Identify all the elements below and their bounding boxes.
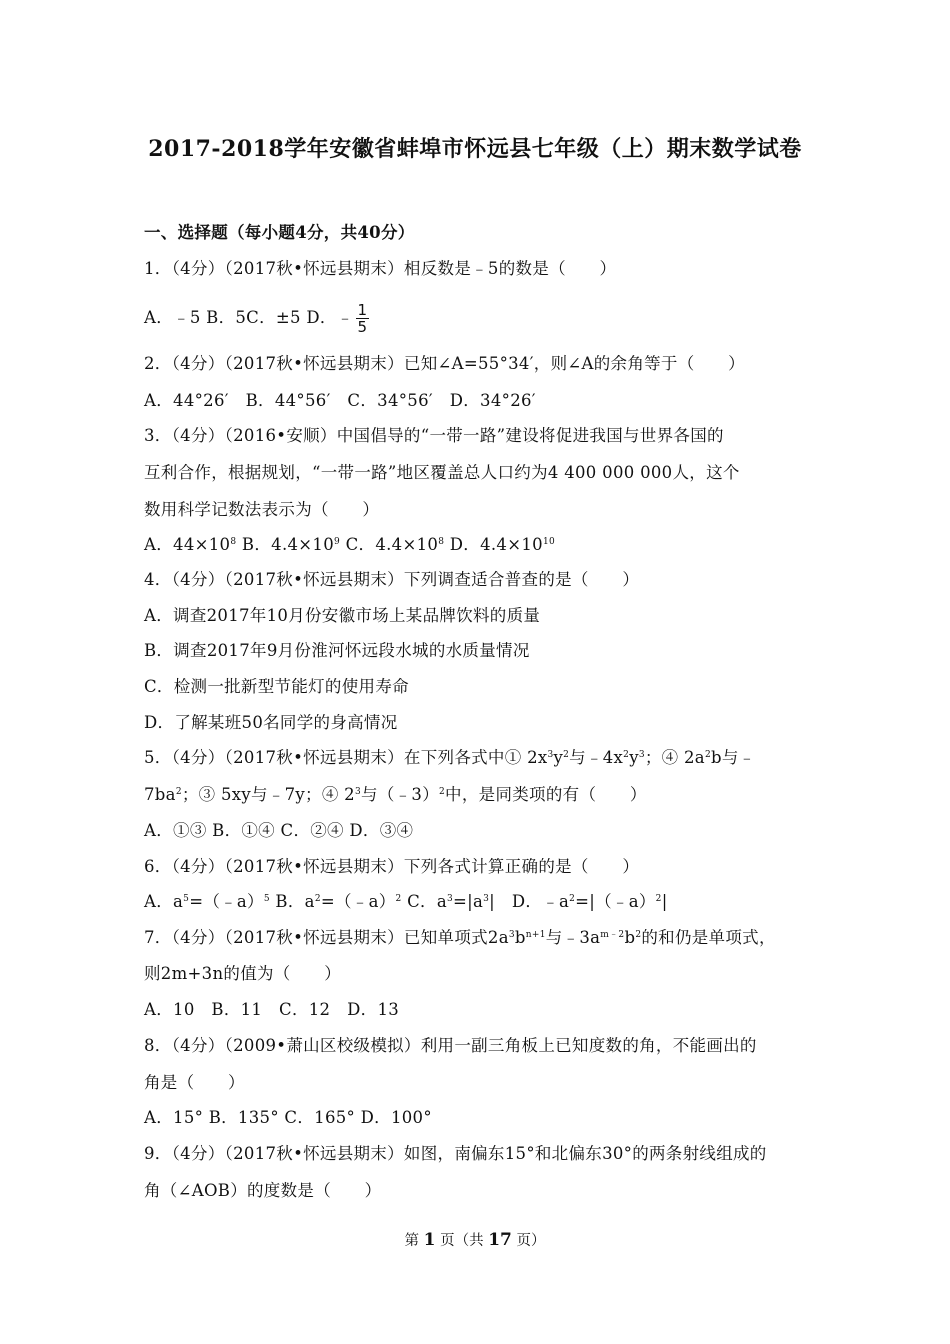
footer-text: 第 bbox=[404, 1233, 424, 1249]
exponent: 2 bbox=[563, 750, 570, 760]
option-a: A．44×10 bbox=[144, 535, 231, 554]
text: =（﹣a） bbox=[189, 892, 264, 911]
question-3-line-3: 数用科学记数法表示为（ ） bbox=[144, 500, 380, 519]
question-5-line-2 bbox=[144, 784, 647, 806]
text: 与﹣4x bbox=[569, 748, 624, 767]
footer-text: 页） bbox=[511, 1233, 546, 1249]
page-title: 2017-2018学年安徽省蚌埠市怀远县七年级（上）期末数学试卷 bbox=[148, 136, 802, 162]
exponent: 2 bbox=[175, 787, 182, 797]
text: B．a bbox=[269, 892, 315, 911]
question-5-line-1 bbox=[144, 747, 755, 769]
question-6-stem: 6．（4分）（2017秋•怀远县期末）下列各式计算正确的是（ ） bbox=[144, 857, 640, 876]
exponent: 5 bbox=[183, 894, 190, 904]
footer-text: 页（共 bbox=[435, 1233, 489, 1249]
exponent: 3 bbox=[638, 750, 645, 760]
exponent: m﹣2 bbox=[600, 930, 625, 940]
text: ；④ 2a bbox=[644, 748, 705, 767]
text: b与﹣ bbox=[710, 748, 756, 767]
text: 与（﹣3） bbox=[361, 785, 440, 804]
text: | D．﹣a bbox=[489, 892, 570, 911]
text: =|（﹣a） bbox=[575, 892, 656, 911]
exponent: n+1 bbox=[525, 930, 546, 940]
question-2-options: A．44°26′ B．44°56′ C．34°56′ D．34°26′ bbox=[144, 391, 536, 410]
question-2-stem: 2．（4分）（2017秋•怀远县期末）已知∠A=55°34′，则∠A的余角等于（ ） bbox=[144, 354, 745, 373]
section-heading: 一、选择题（每小题4分，共40分） bbox=[144, 223, 415, 242]
text: 7ba bbox=[144, 785, 176, 804]
text: 5．（4分）（2017秋•怀远县期末）在下列各式中① 2x bbox=[144, 748, 548, 767]
fraction-numerator: 1 bbox=[357, 301, 368, 319]
exponent: 2 bbox=[655, 894, 662, 904]
exponent: 8 bbox=[438, 537, 445, 547]
question-7-options: A．10 B．11 C．12 D．13 bbox=[144, 1000, 400, 1019]
exponent: 2 bbox=[439, 787, 446, 797]
exponent: 2 bbox=[569, 894, 576, 904]
option-b: B．4.4×10 bbox=[236, 535, 335, 554]
question-3-options bbox=[144, 534, 555, 556]
text: b bbox=[624, 928, 636, 947]
question-8-line-1: 8．（4分）（2009•萧山区校级模拟）利用一副三角板上已知度数的角，不能画出的 bbox=[144, 1036, 757, 1055]
exponent: 2 bbox=[635, 930, 642, 940]
exponent: 3 bbox=[483, 894, 490, 904]
exponent: 2 bbox=[623, 750, 630, 760]
question-4-option-c: C．检测一批新型节能灯的使用寿命 bbox=[144, 677, 409, 696]
option-c: C．4.4×10 bbox=[340, 535, 439, 554]
exponent: 5 bbox=[263, 894, 270, 904]
exponent: 8 bbox=[230, 537, 237, 547]
text: 与﹣3a bbox=[545, 928, 601, 947]
question-1-options-text: A．﹣5 B．5C．±5 D．﹣ bbox=[144, 308, 354, 327]
question-9-line-1: 9．（4分）（2017秋•怀远县期末）如图，南偏东15°和北偏东30°的两条射线组成的 bbox=[144, 1144, 767, 1163]
question-5-options: A．①③ B．①④ C．②④ D．③④ bbox=[144, 821, 414, 840]
text: y bbox=[553, 748, 564, 767]
text: 中，是同类项的有（ ） bbox=[445, 785, 647, 804]
current-page-number: 1 bbox=[423, 1230, 436, 1250]
question-4-stem: 4．（4分）（2017秋•怀远县期末）下列调查适合普查的是（ ） bbox=[144, 570, 640, 589]
exponent: 9 bbox=[334, 537, 341, 547]
text: A．a bbox=[144, 892, 184, 911]
question-3-line-1: 3．（4分）（2016•安顺）中国倡导的“一带一路”建设将促进我国与世界各国的 bbox=[144, 426, 724, 445]
option-d: D．4.4×10 bbox=[444, 535, 543, 554]
fraction-denominator: 5 bbox=[357, 318, 368, 336]
exponent: 10 bbox=[542, 537, 556, 547]
text: b bbox=[514, 928, 526, 947]
text: | bbox=[661, 892, 668, 911]
text: 的和仍是单项式， bbox=[641, 928, 776, 947]
question-7-line-1 bbox=[144, 927, 776, 949]
exponent: 3 bbox=[446, 894, 453, 904]
exponent: 3 bbox=[354, 787, 362, 797]
text: =（﹣a） bbox=[320, 892, 396, 911]
question-8-line-2: 角是（ ） bbox=[144, 1073, 245, 1092]
text: ；③ 5xy与﹣7y；④ 2 bbox=[181, 785, 355, 804]
page-footer bbox=[0, 1229, 950, 1250]
question-7-line-2: 则2m+3n的值为（ ） bbox=[144, 964, 341, 983]
question-1-options bbox=[144, 302, 369, 335]
exponent: 3 bbox=[547, 750, 554, 760]
text: =|a bbox=[453, 892, 484, 911]
question-4-option-d: D．了解某班50名同学的身高情况 bbox=[144, 713, 398, 732]
fraction bbox=[356, 302, 370, 335]
text: y bbox=[629, 748, 639, 767]
exponent: 2 bbox=[704, 750, 711, 760]
question-3-line-2: 互利合作，根据规划，“一带一路”地区覆盖总人口约为4 400 000 000人，这个 bbox=[144, 463, 740, 482]
question-1-stem: 1．（4分）（2017秋•怀远县期末）相反数是﹣5的数是（ ） bbox=[144, 259, 617, 278]
question-9-line-2: 角（∠AOB）的度数是（ ） bbox=[144, 1181, 382, 1200]
text: 7．（4分）（2017秋•怀远县期末）已知单项式2a bbox=[144, 928, 509, 947]
question-8-options: A．15° B．135° C．165° D．100° bbox=[144, 1108, 432, 1127]
question-4-option-b: B．调查2017年9月份淮河怀远段水城的水质量情况 bbox=[144, 641, 530, 660]
total-pages: 17 bbox=[488, 1230, 512, 1250]
exponent: 2 bbox=[314, 894, 321, 904]
question-4-option-a: A．调查2017年10月份安徽市场上某品牌饮料的质量 bbox=[144, 606, 541, 625]
question-6-options bbox=[144, 891, 668, 913]
exponent: 2 bbox=[395, 894, 402, 904]
exponent: 3 bbox=[508, 930, 515, 940]
text: C．a bbox=[401, 892, 447, 911]
